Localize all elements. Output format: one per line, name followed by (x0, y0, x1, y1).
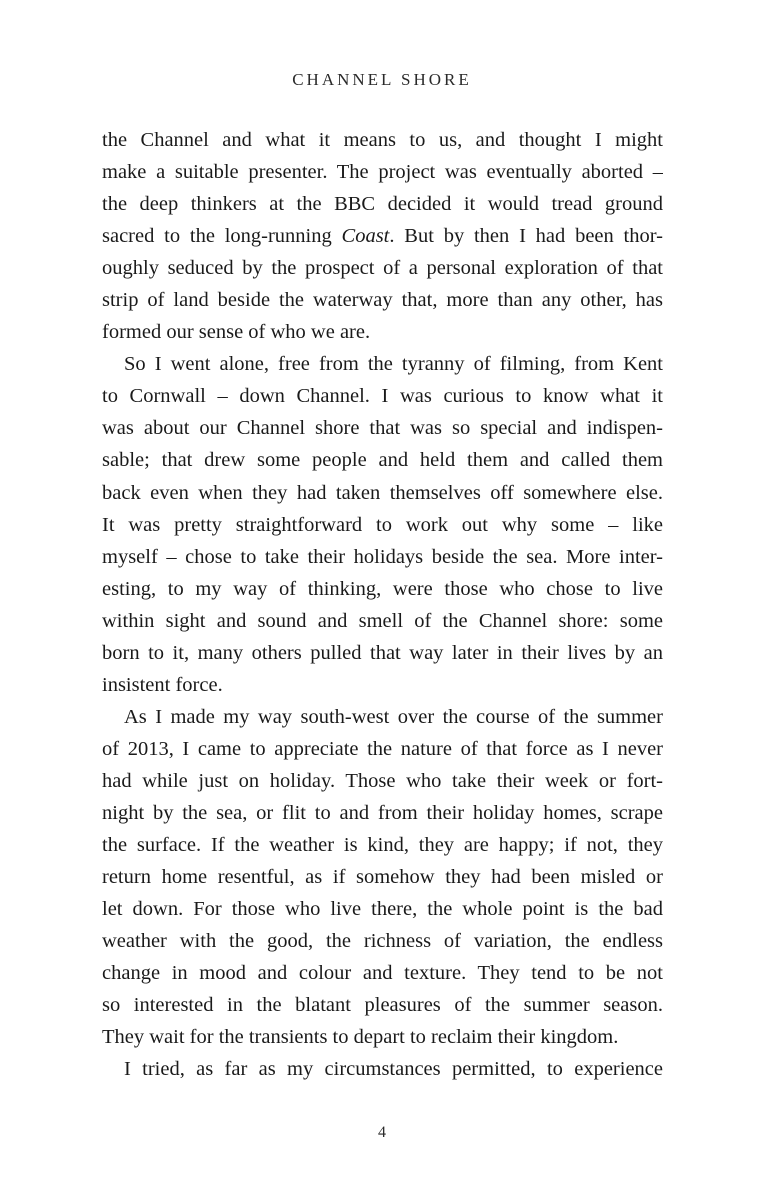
text-line: I tried, as far as my circumstances permitted, to experience (124, 1058, 663, 1081)
italic-title: Coast (341, 225, 390, 248)
text-line (102, 220, 663, 252)
page-number: 4 (378, 1124, 386, 1141)
body-text (102, 124, 663, 1085)
text-line: It was pretty straightforward to work out why some – like (102, 513, 663, 536)
text-span: sacred to the long-running (102, 225, 342, 248)
text-line: formed our sense of who we are. (102, 321, 371, 344)
text-line: so interested in the blatant pleasures of the summer season. (102, 994, 663, 1017)
text-line: esting, to my way of thinking, were those who chose to live (102, 577, 663, 600)
text-line: insistent force. (102, 673, 223, 696)
text-line: return home resentful, as if somehow they had been misled or (102, 866, 663, 889)
text-line: the deep thinkers at the BBC decided it would tread ground (102, 193, 663, 216)
text-line: oughly seduced by the prospect of a personal exploration of that (102, 257, 663, 280)
text-line: myself – chose to take their holidays beside the sea. More inter- (102, 545, 663, 568)
text-line: had while just on holiday. Those who take their week or fort- (102, 769, 663, 792)
text-line: change in mood and colour and texture. They tend to be not (102, 962, 663, 985)
text-line: let down. For those who live there, the whole point is the bad (102, 898, 663, 921)
text-line: was about our Channel shore that was so special and indispen- (102, 417, 663, 440)
text-line: back even when they had taken themselves off somewhere else. (102, 481, 663, 504)
text-line: As I made my way south-west over the course of the summer (124, 705, 663, 728)
text-line: strip of land beside the waterway that, more than any other, has (102, 289, 663, 312)
running-head: CHANNEL SHORE (292, 70, 472, 89)
text-line: within sight and sound and smell of the Channel shore: some (102, 609, 663, 632)
text-line: night by the sea, or flit to and from their holiday homes, scrape (102, 801, 663, 824)
text-line: weather with the good, the richness of variation, the endless (102, 930, 663, 953)
text-line: sable; that drew some people and held them and called them (102, 449, 663, 472)
text-line: the surface. If the weather is kind, they are happy; if not, they (102, 834, 663, 857)
text-line: They wait for the transients to depart to reclaim their kingdom. (102, 1026, 619, 1049)
text-line: to Cornwall – down Channel. I was curious to know what it (102, 385, 663, 408)
text-line: of 2013, I came to appreciate the nature of that force as I never (102, 737, 663, 760)
text-span: . But by then I had been thor- (389, 225, 663, 248)
text-line: the Channel and what it means to us, and thought I might (102, 129, 663, 151)
text-line: born to it, many others pulled that way later in their lives by an (102, 641, 663, 664)
text-line: make a suitable presenter. The project was eventually aborted – (102, 161, 663, 184)
text-line: So I went alone, free from the tyranny of filming, from Kent (124, 353, 663, 376)
